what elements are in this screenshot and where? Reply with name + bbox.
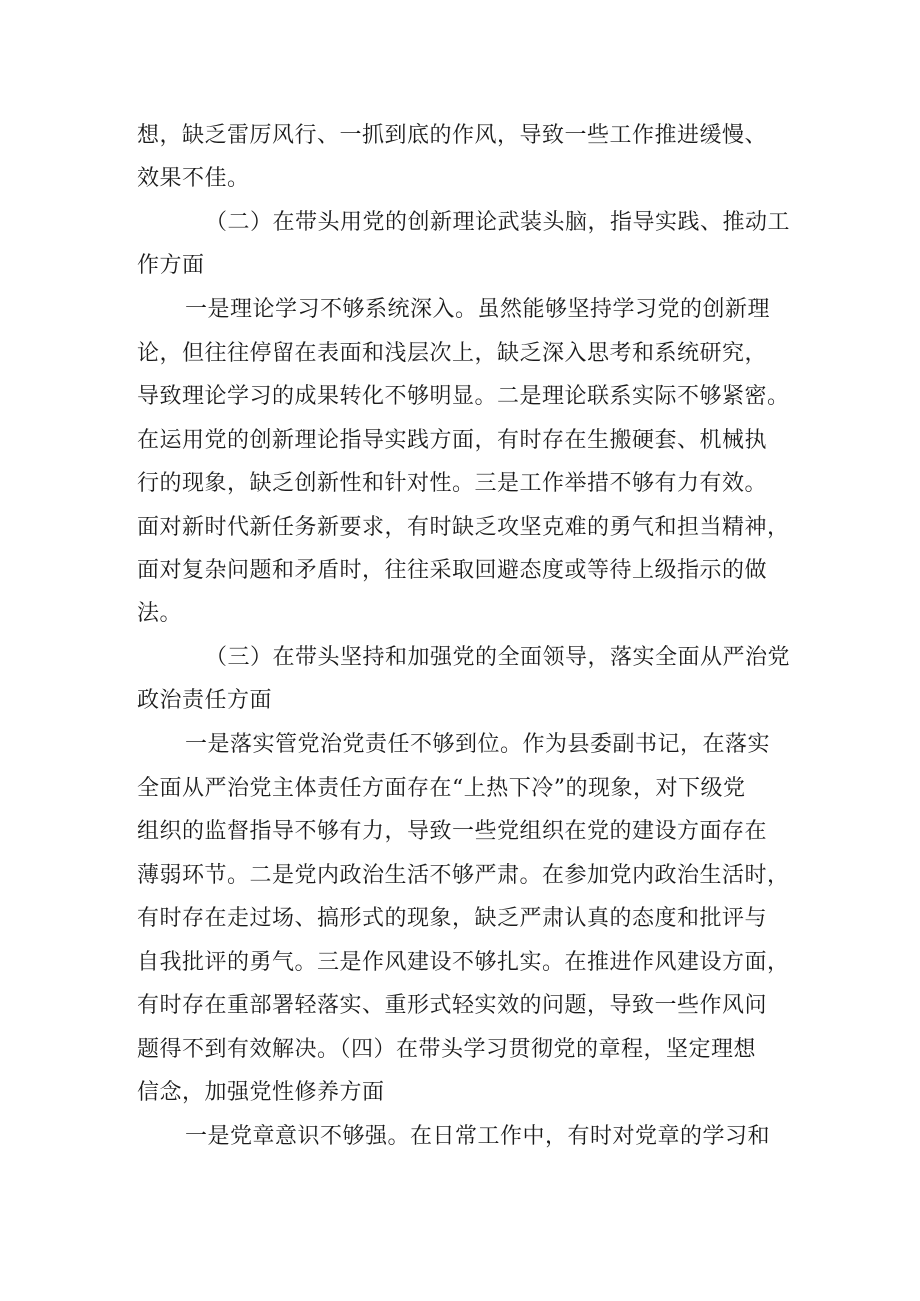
paragraph-start: 一是落实管党治党责任不够到位。作为县委副书记，在落实 [185,732,771,757]
text-line: 有时存在走过场、搞形式的现象，缺乏严肃认真的态度和批评与 [137,906,768,931]
text-line: 论，但往往停留在表面和浅层次上，缺乏深入思考和系统研究， [137,341,768,366]
section-heading: 政治责任方面 [137,688,273,713]
text-line: 行的现象，缺乏创新性和针对性。三是工作举措不够有力有效。 [137,471,768,496]
text-line: 自我批评的勇气。三是作风建设不够扎实。在推进作风建设方面， [137,950,790,975]
paragraph-start: 一是理论学习不够系统深入。虽然能够坚持学习党的创新理 [185,297,771,322]
text-line: 全面从严治党主体责任方面存在“上热下冷”的现象，对下级党 [137,776,746,801]
text-line: 法。 [137,601,183,626]
text-line: 面对新时代新任务新要求，有时缺乏攻坚克难的勇气和担当精神， [137,515,790,540]
text-line: 有时存在重部署轻落实、重形式轻实效的问题，导致一些作风问 [137,993,768,1018]
text-line: 面对复杂问题和矛盾时，往往采取回避态度或等待上级指示的做 [137,558,768,583]
section-heading: 作方面 [137,253,205,278]
text-line: 组织的监督指导不够有力，导致一些党组织在党的建设方面存在 [137,819,768,844]
text-line: 在运用党的创新理论指导实践方面，有时存在生搬硬套、机械执 [137,428,768,453]
section-heading: 信念，加强党性修养方面 [137,1080,385,1105]
text-line: 效果不佳。 [137,166,250,191]
text-line: 薄弱环节。二是党内政治生活不够严肃。在参加党内政治生活时， [137,863,790,888]
section-heading: （二）在带头用党的创新理论武装头脑，指导实践、推动工 [205,210,791,235]
section-heading: （三）在带头坚持和加强党的全面领导，落实全面从严治党 [205,645,791,670]
paragraph-start: 一是党章意识不够强。在日常工作中，有时对党章的学习和 [185,1124,771,1149]
text-line: 想，缺乏雷厉风行、一抓到底的作风，导致一些工作推进缓慢、 [137,123,768,148]
text-line: 导致理论学习的成果转化不够明显。二是理论联系实际不够紧密。 [137,384,790,409]
text-line: 题得不到有效解决。（四）在带头学习贯彻党的章程，坚定理想 [137,1037,757,1062]
